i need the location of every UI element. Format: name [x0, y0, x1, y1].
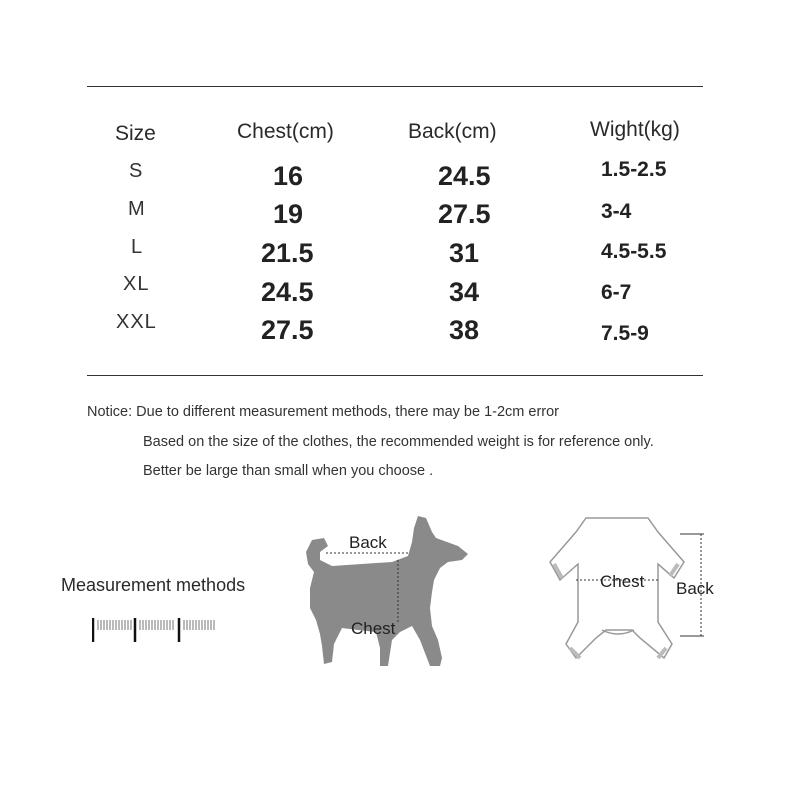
notice-line-2: Based on the size of the clothes, the recommended weight is for reference only.	[143, 434, 654, 450]
ruler-icon	[92, 618, 222, 642]
row-xxl-weight: 7.5-9	[601, 322, 649, 345]
row-xxl-chest: 27.5	[261, 315, 314, 345]
row-m-chest: 19	[273, 199, 304, 229]
header-back: Back(cm)	[408, 120, 497, 143]
row-l-weight: 4.5-5.5	[601, 240, 667, 263]
header-chest: Chest(cm)	[237, 120, 334, 143]
size-chart-table	[0, 0, 800, 380]
row-xl-weight: 6-7	[601, 281, 632, 304]
row-xxl-size: XXL	[116, 311, 157, 333]
row-m-back: 27.5	[438, 199, 491, 229]
row-l-chest: 21.5	[261, 238, 314, 268]
notice-line-3: Better be large than small when you choose .	[143, 463, 434, 479]
dog-silhouette-diagram	[302, 508, 482, 670]
dog-chest-label: Chest	[351, 619, 396, 638]
dog-back-label: Back	[349, 533, 387, 552]
header-weight: Wight(kg)	[590, 118, 680, 141]
garment-back-label: Back	[676, 579, 714, 598]
measurement-title: Measurement methods	[61, 575, 246, 595]
header-size: Size	[115, 122, 156, 145]
row-s-size: S	[129, 160, 144, 182]
row-m-size: M	[128, 198, 146, 220]
row-xl-size: XL	[123, 273, 150, 295]
row-xl-chest: 24.5	[261, 277, 314, 307]
row-s-back: 24.5	[438, 161, 491, 191]
row-l-size: L	[131, 236, 144, 258]
row-s-chest: 16	[273, 161, 304, 191]
garment-chest-label: Chest	[600, 572, 645, 591]
notice-line-1: Notice: Due to different measurement methods, there may be 1-2cm error	[87, 404, 560, 420]
table-bottom-rule	[87, 375, 703, 376]
row-xl-back: 34	[449, 277, 480, 307]
row-s-weight: 1.5-2.5	[601, 158, 667, 181]
row-xxl-back: 38	[449, 315, 480, 345]
row-m-weight: 3-4	[601, 200, 632, 223]
row-l-back: 31	[449, 238, 480, 268]
dog-silhouette	[306, 516, 468, 666]
